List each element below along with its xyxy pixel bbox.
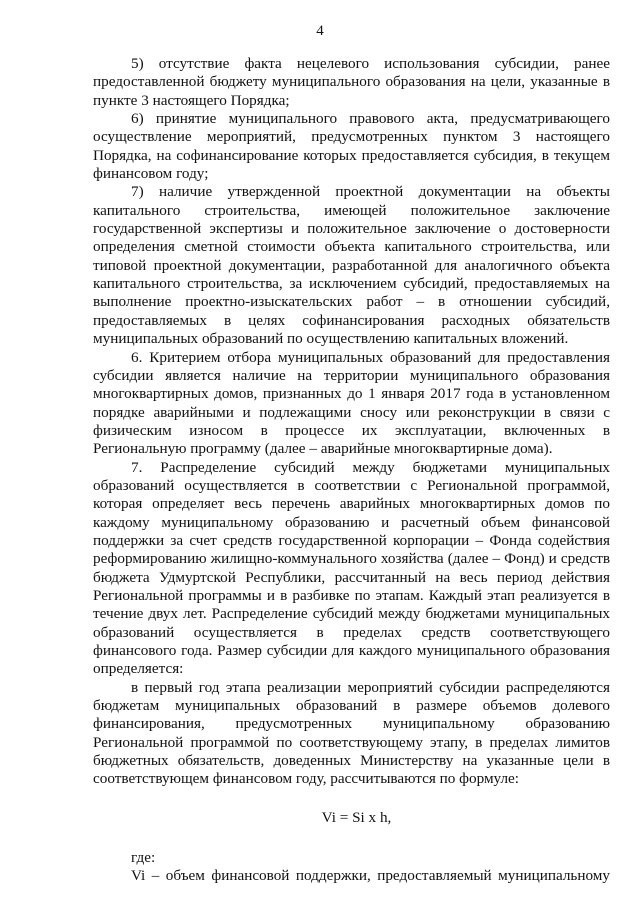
page-number: 4 (316, 23, 324, 39)
where-label: где: (131, 849, 156, 867)
paragraph-section-7: 7. Распределение субсидий между бюджетами муниципальных образований осуществляется в соответствии с Региональной программой, которая определяет весь перечень аварийных многоквартирных домов по каждому муниципальному образованию и расчетный объем финансовой поддержки за счет средств государственной корпорации – Фонда содействия реформированию жилищно-коммунального хозяйства (далее – Фонд) и средств бюджета Удмуртской Республики, рассчитанный на весь период действия Региональной программы и в разбивке по этапам. Каждый этап реализуется в течение двух лет. Распределение субсидий между бюджетами муниципальных образований осуществляется в пределах средств соответствующего финансового года. Размер субсидии для каждого муниципального образования определяется: (93, 458, 610, 678)
paragraph-section-6: 6. Критерием отбора муниципальных образований для предоставления субсидии является наличие на территории муниципального образования многоквартирных домов, признанных до 1 января 2017 года в установленном порядке аварийными и подлежащими сносу или реконструкции в связи с физическим износом в процессе их эксплуатации, включенных в Региональную программу (далее – аварийные многоквартирные дома). (93, 348, 610, 458)
formula: Vi = Si x h, (321, 808, 392, 826)
paragraph-item-7: 7) наличие утвержденной проектной документации на объекты капитального строительства, имеющей положительное заключение государственной экспертизы и положительное заключение о достоверности определения сметной стоимости объекта капитального строительства, или типовой проектной документации, разработанной для аналогичного объекта капитального строительства, за исключением субсидий, предоставляемых на выполнение проектно-изыскательских работ – в отношении субсидий, предоставляемых в целях софинансирования расходных обязательств муниципальных образований по осуществлению капитальных вложений. (93, 183, 610, 348)
paragraph-item-6: 6) принятие муниципального правового акта, предусматривающего осуществление мероприятий, предусмотренных пунктом 3 настоящего Порядка, на софинансирование которых предоставляется субсидия, в текущем финансовом году; (93, 110, 610, 183)
paragraph-first-year: в первый год этапа реализации мероприятий субсидии распределяются бюджетам муниципальных образований в размере объемов долевого финансирования, предусмотренных муниципальному образованию Региональной программой по соответствующему этапу, в пределах лимитов бюджетных обязательств, доведенных Министерству на указанные цели в соответствующем финансовом году, рассчитываются по формуле: (93, 678, 610, 788)
paragraph-item-5: 5) отсутствие факта нецелевого использования субсидии, ранее предоставленной бюджету муниципального образования на цели, указанные в пункте 3 настоящего Порядка; (93, 55, 610, 109)
definition-line: Vi – объем финансовой поддержки, предоставляемый муниципальному (131, 867, 610, 885)
document-body (93, 55, 610, 886)
